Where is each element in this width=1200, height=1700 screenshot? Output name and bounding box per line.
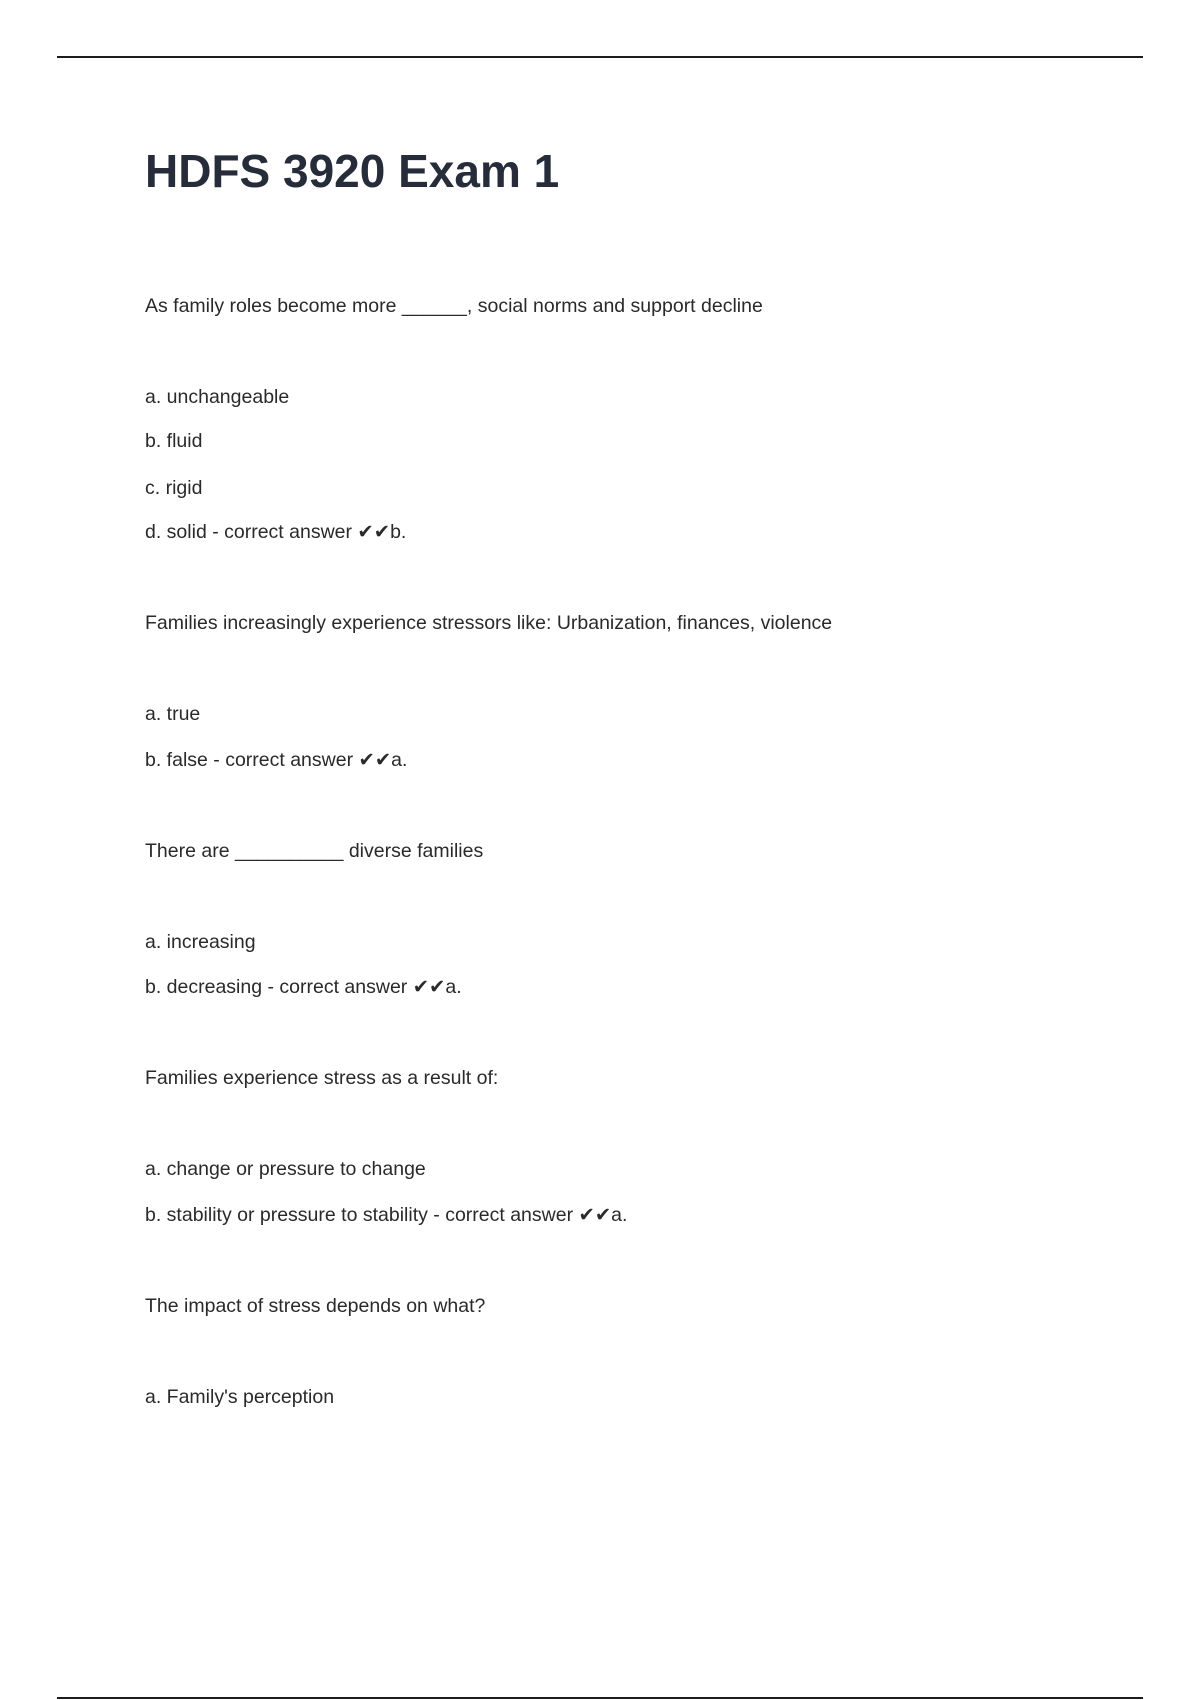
question-4-option-a: a. change or pressure to change (145, 1158, 426, 1180)
question-4-option-b-answer: b. stability or pressure to stability - correct answer ✔✔a. (145, 1204, 628, 1226)
question-1-option-c: c. rigid (145, 477, 203, 499)
question-5-text: The impact of stress depends on what? (145, 1295, 486, 1317)
question-4-text: Families experience stress as a result of: (145, 1067, 499, 1089)
question-5-option-a: a. Family's perception (145, 1386, 335, 1408)
document-title: HDFS 3920 Exam 1 (145, 145, 560, 197)
question-1-text: As family roles become more ______, social norms and support decline (145, 295, 763, 317)
question-1-option-d-answer: d. solid - correct answer ✔✔b. (145, 521, 407, 543)
question-2-option-a: a. true (145, 703, 201, 725)
question-3-option-b-answer: b. decreasing - correct answer ✔✔a. (145, 976, 462, 998)
question-2-text: Families increasingly experience stressors like: Urbanization, finances, violence (145, 612, 833, 634)
document-page (145, 0, 1135, 1700)
question-2-option-b-answer: b. false - correct answer ✔✔a. (145, 749, 408, 771)
question-3-option-a: a. increasing (145, 931, 256, 953)
question-1-option-a: a. unchangeable (145, 386, 290, 408)
question-3-text: There are __________ diverse families (145, 840, 484, 862)
bottom-rule (57, 1697, 1143, 1699)
question-1-option-b: b. fluid (145, 430, 203, 452)
